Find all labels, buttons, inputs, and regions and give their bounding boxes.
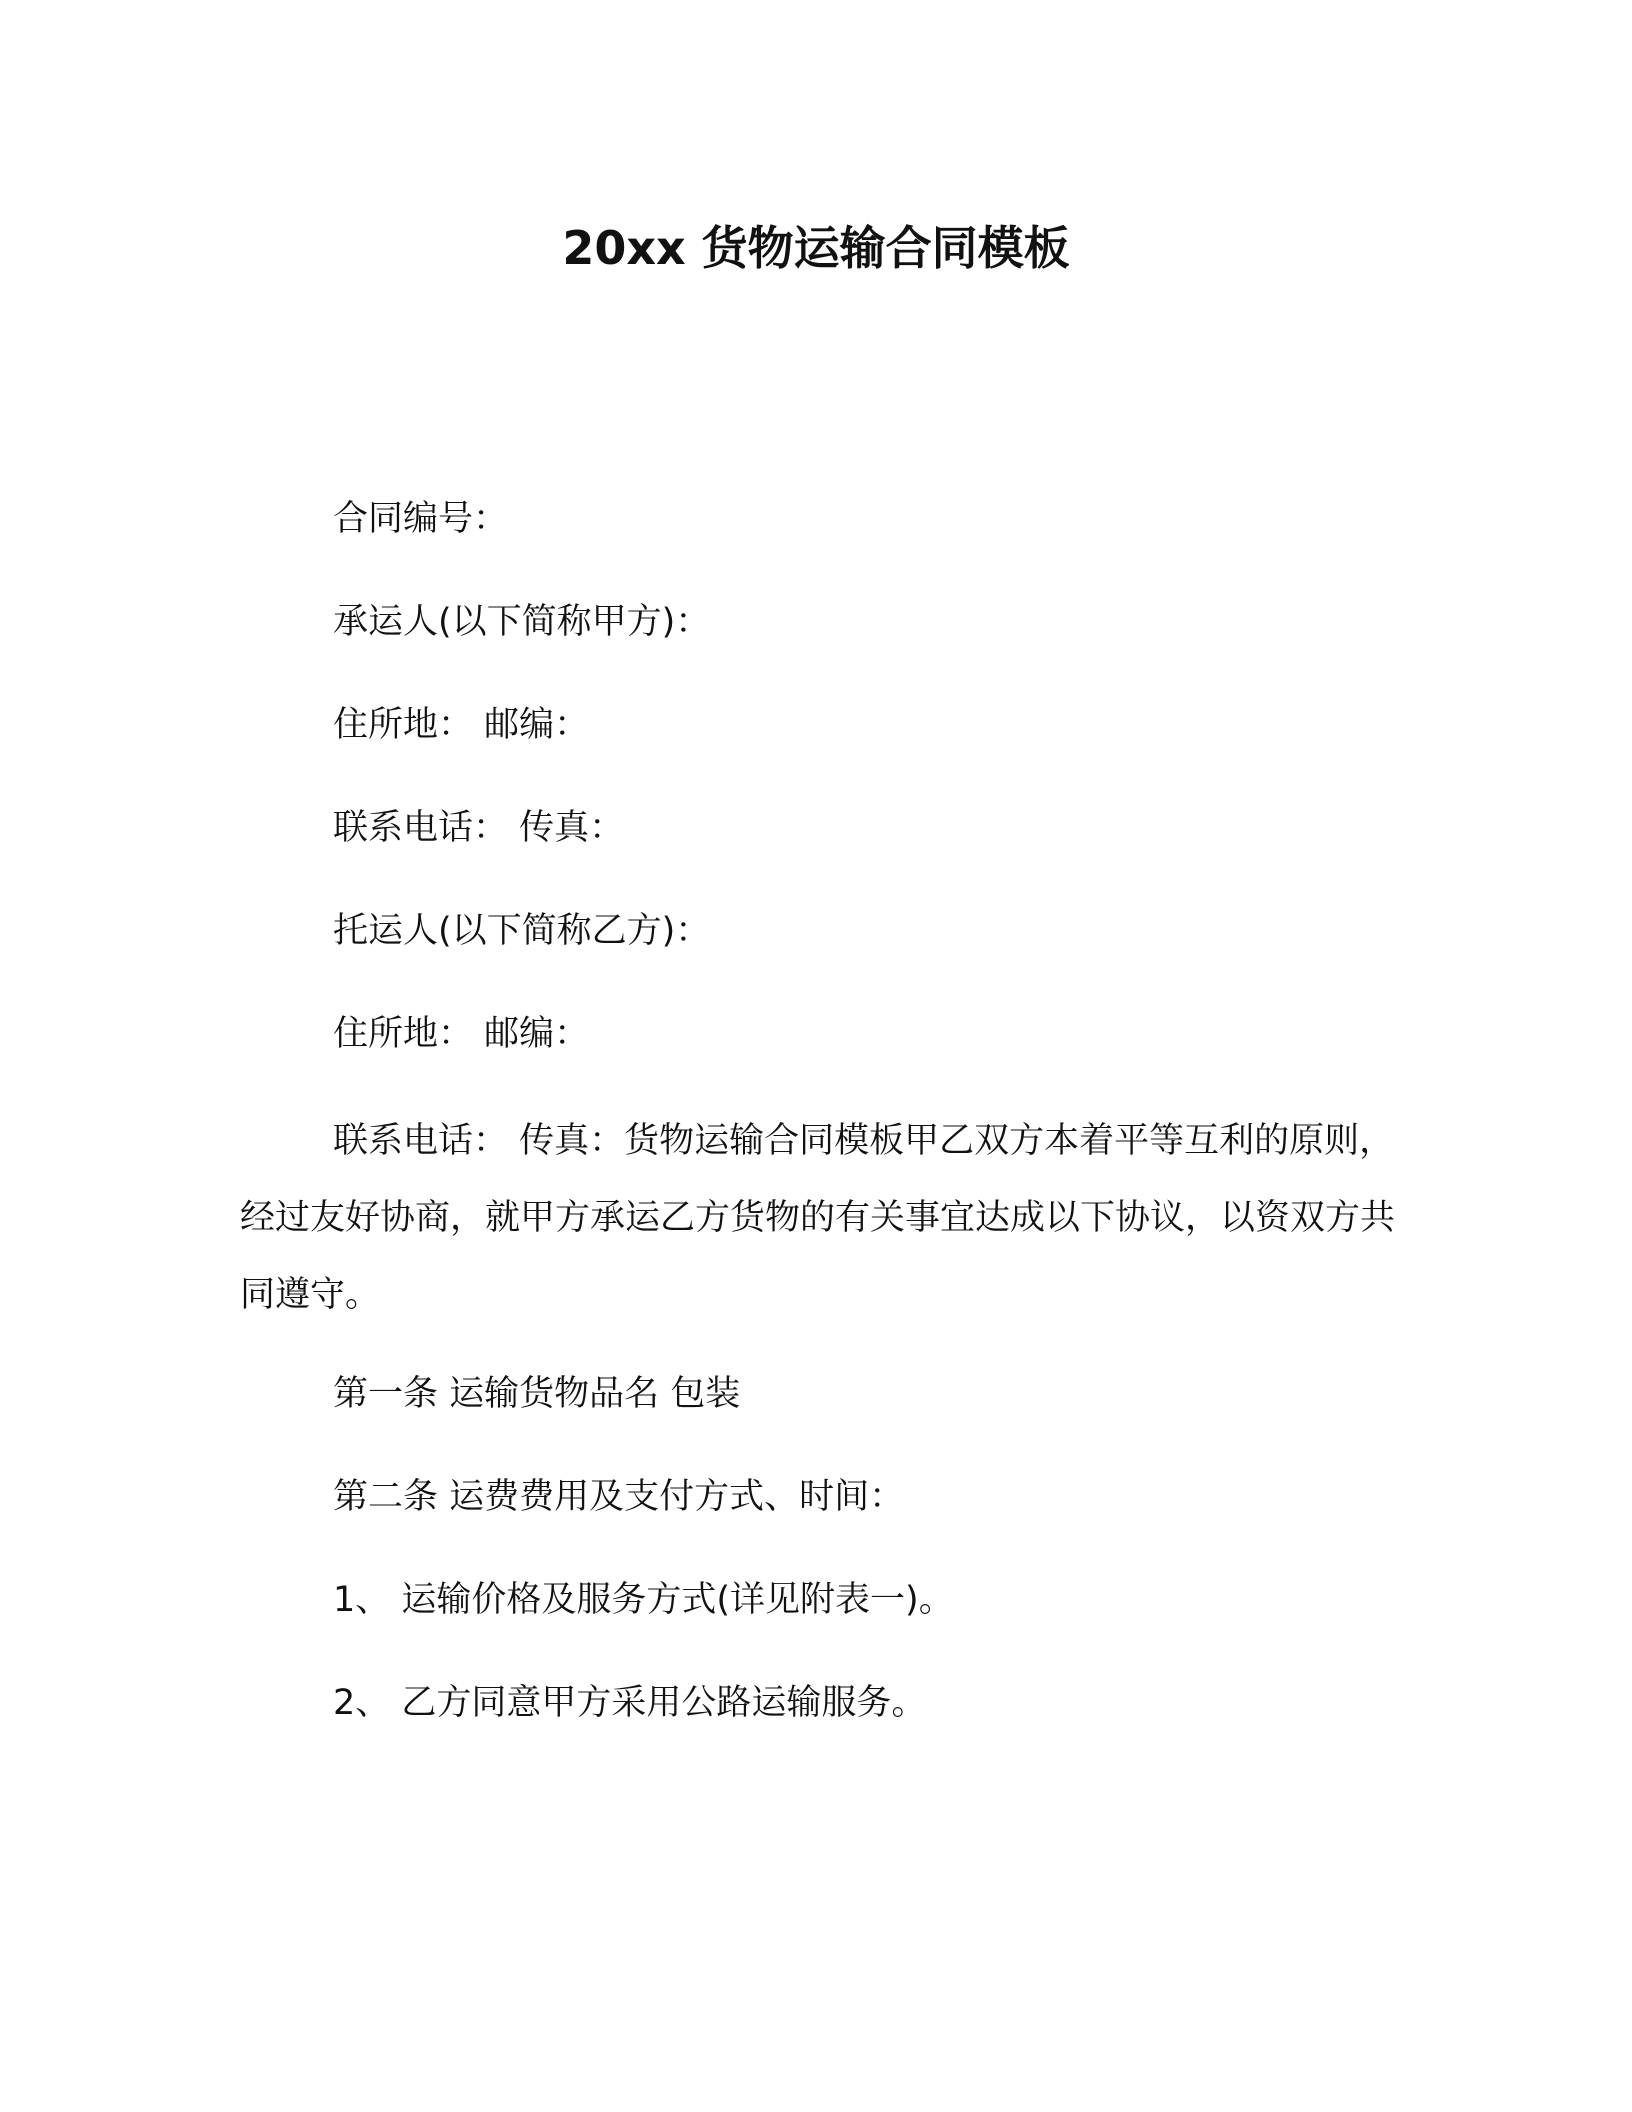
article-2-item-1: 1、 运输价格及服务方式(详见附表一)。 [333,1580,954,1620]
shipper-address-line: 住所地： 邮编： [333,1014,590,1054]
contract-number-line: 合同编号： [333,499,509,539]
shipper-line: 托运人(以下简称乙方)： [333,911,711,951]
carrier-address-line: 住所地： 邮编： [333,705,590,745]
carrier-line: 承运人(以下简称甲方)： [333,602,711,642]
article-2-item-2: 2、 乙方同意甲方采用公路运输服务。 [333,1683,927,1723]
carrier-contact-line: 联系电话： 传真： [333,808,625,848]
article-2-line: 第二条 运费费用及支付方式、时间： [333,1477,905,1517]
document-title: 20xx 货物运输合同模板 [562,221,1070,275]
shipper-contact-paragraph: 联系电话： 传真：货物运输合同模板甲乙双方本着平等互利的原则，经过友好协商，就甲方承运乙方货物的有关事宜达成以下协议，以资双方共同遵守。 [240,1121,1396,1315]
article-1-line: 第一条 运输货物品名 包装 [333,1374,741,1414]
